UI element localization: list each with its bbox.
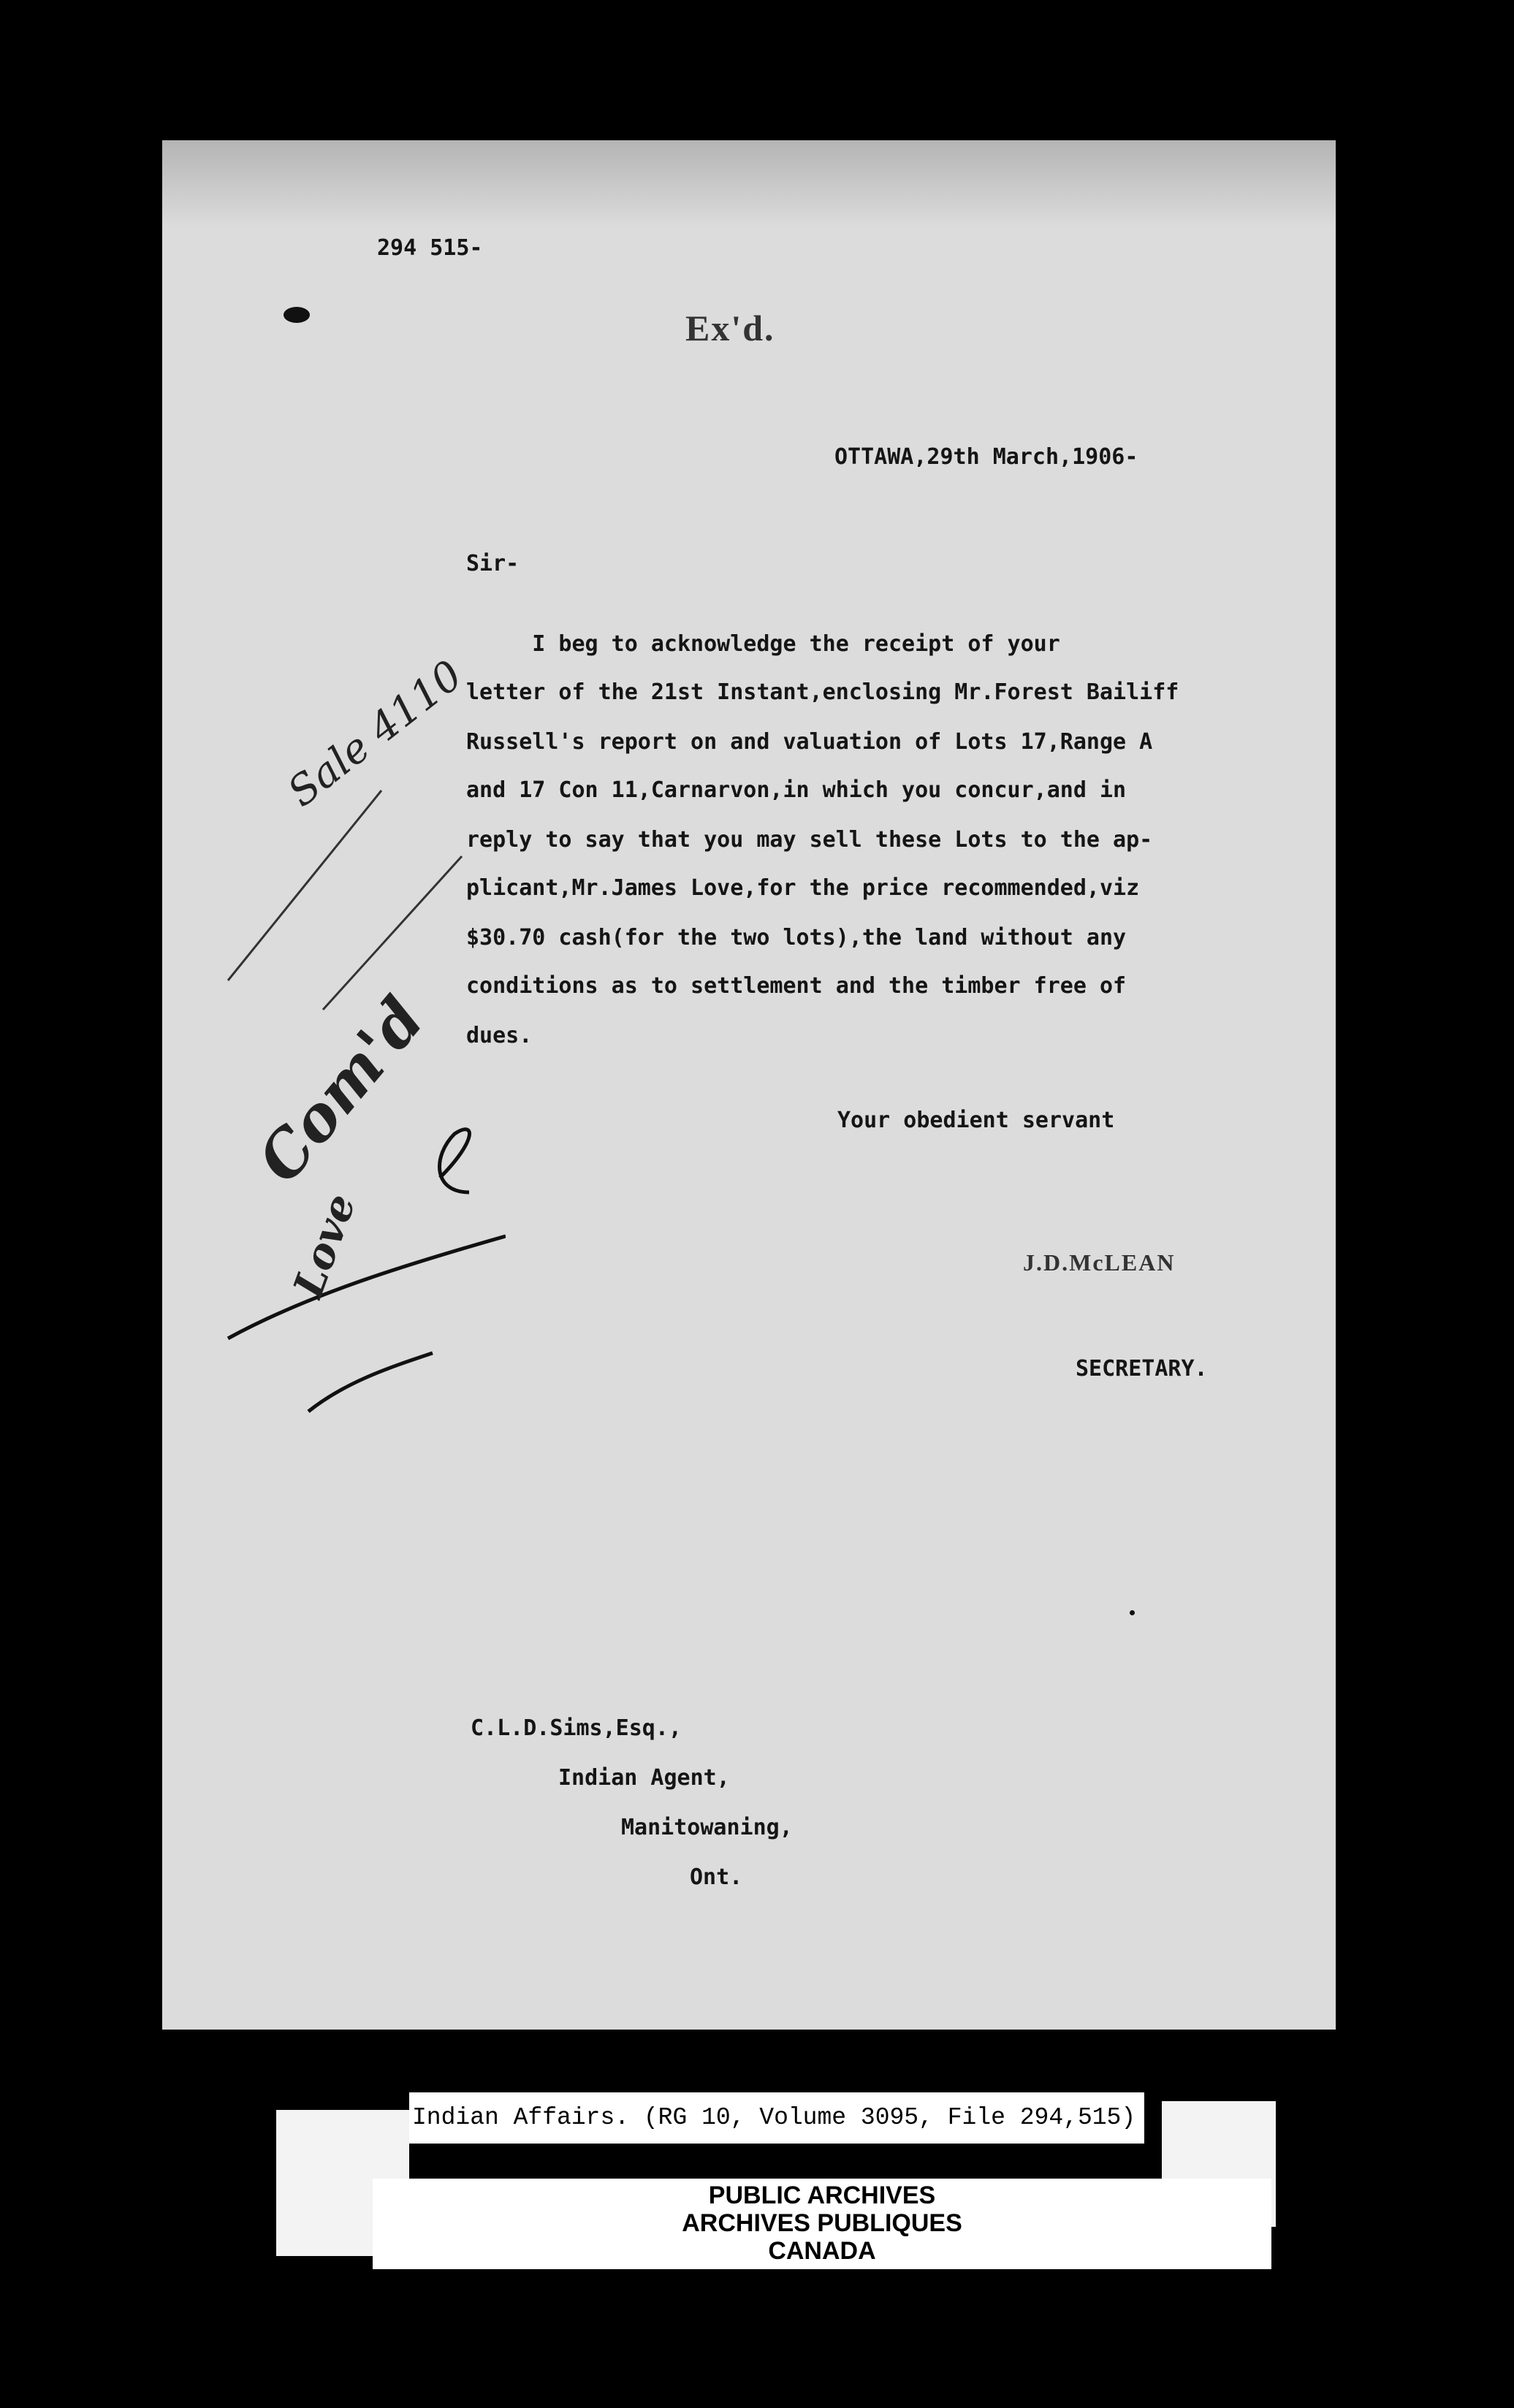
address-line: C.L.D.Sims,Esq., [471,1715,682,1741]
body-line: $30.70 cash(for the two lots),the land without any [466,925,1127,950]
ink-dot [1130,1610,1135,1615]
body-line: reply to say that you may sell these Lots to the ap- [466,827,1153,853]
body-line: dues. [466,1023,533,1048]
examined-stamp: Ex'd. [685,308,775,348]
file-reference: 294 515- [377,235,483,261]
address-line: Indian Agent, [558,1765,730,1791]
margin-note-sale: Sale 4110 [279,651,472,817]
archive-line: ARCHIVES PUBLIQUES [682,2209,962,2237]
title: SECRETARY. [1076,1356,1208,1382]
ink-blot [284,307,310,323]
body-line: letter of the 21st Instant,enclosing Mr.Forest Bailiff [466,679,1179,705]
body-line: I beg to acknowledge the receipt of your [466,631,1060,657]
signature-stamp: J.D.McLEAN [1023,1249,1176,1276]
archive-reference-label: Indian Affairs. (RG 10, Volume 3095, File 294,515) [409,2092,1144,2144]
letter-page [162,140,1336,2030]
address-line: Ont. [690,1864,743,1890]
closing: Your obedient servant [837,1108,1115,1133]
address-line: Manitowaning, [621,1815,793,1840]
margin-note-love: Love [284,1187,366,1304]
body-line: and 17 Con 11,Carnarvon,in which you concur,and in [466,777,1127,803]
archive-stamp-label [373,2179,1271,2269]
dateline: OTTAWA,29th March,1906- [834,444,1138,470]
body-line: Russell's report on and valuation of Lots 17,Range A [466,729,1153,755]
archive-line: PUBLIC ARCHIVES [708,2182,936,2209]
body-line: plicant,Mr.James Love,for the price recommended,viz [466,875,1140,901]
archive-line: CANADA [768,2237,876,2265]
margin-note-comd: Com'd [243,983,438,1196]
salutation: Sir- [466,551,520,576]
body-line: conditions as to settlement and the timber free of [466,973,1127,999]
